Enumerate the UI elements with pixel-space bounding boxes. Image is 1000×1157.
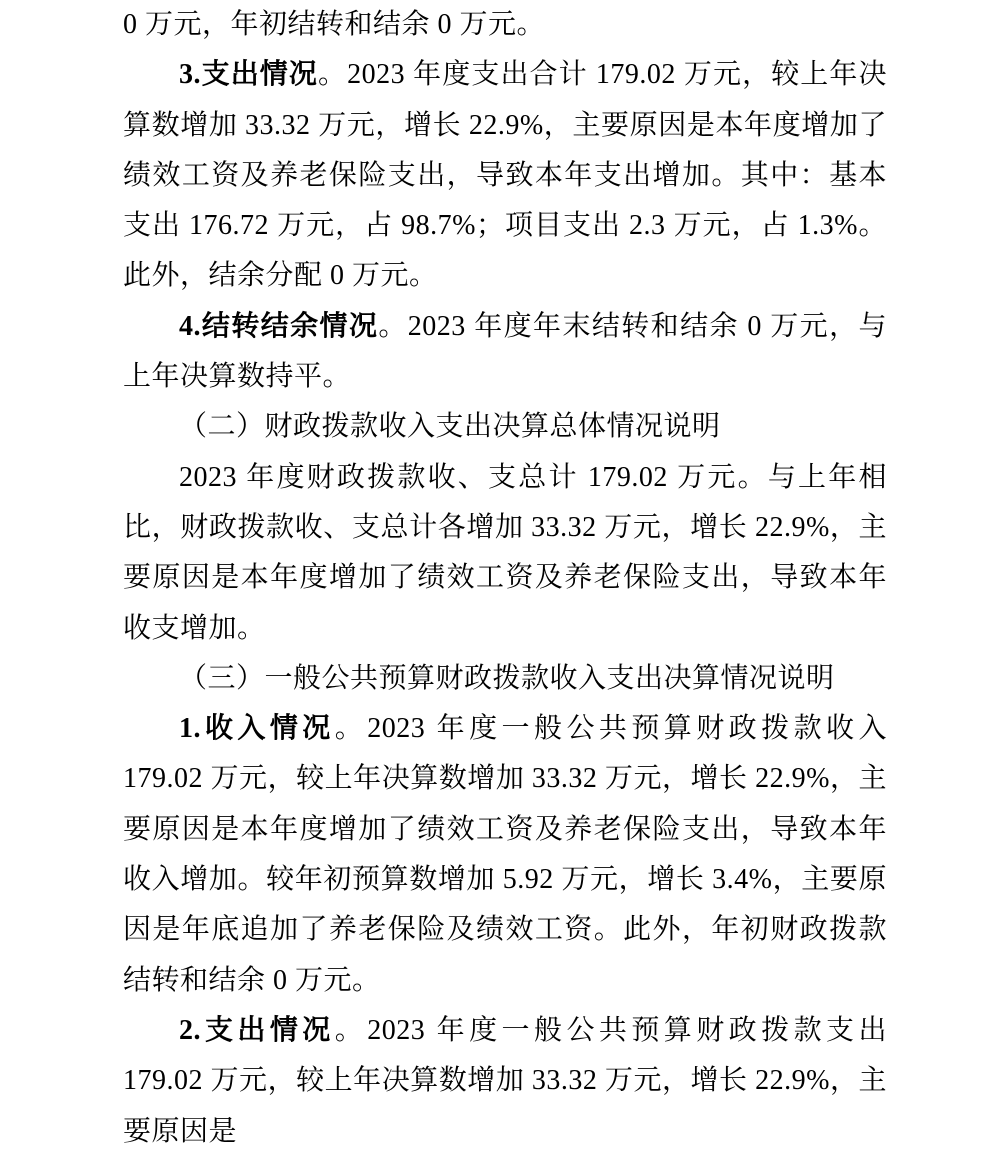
paragraph-text: 。2023 年度年末结转和结余 0 万元，与上年决算数持平。 bbox=[123, 310, 887, 393]
paragraph-fiscal-appropriation-total bbox=[123, 453, 887, 654]
heading-text: （二）财政拨款收入支出决算总体情况说明 bbox=[179, 411, 721, 443]
paragraph-continuation bbox=[123, 0, 887, 50]
paragraph-text: 。2023 年度一般公共预算财政拨款收入 179.02 万元，较上年决算数增加 33.32 万元，增长 22.9%，主要原因是本年度增加了绩效工资及养老保险支出，导致本年收入增加。较年初预算数增加 5.92 万元，增长 3.4%，主要原因是年底追加了养老保险及绩效工资。此外，年初财政拨款结转和结余 0 万元。 bbox=[123, 713, 887, 996]
paragraph-income-situation bbox=[123, 704, 887, 1006]
paragraph-lead: 4.结转结余情况 bbox=[179, 310, 379, 342]
paragraph-lead: 1.收入情况 bbox=[179, 713, 335, 745]
paragraph-lead: 2.支出情况 bbox=[179, 1014, 335, 1046]
paragraph-carryover-balance bbox=[123, 302, 887, 403]
heading-text: （三）一般公共预算财政拨款收入支出决算情况说明 bbox=[179, 662, 835, 694]
heading-general-public-budget bbox=[123, 654, 887, 704]
paragraph-text: 2023 年度财政拨款收、支总计 179.02 万元。与上年相比，财政拨款收、支总计各增加 33.32 万元，增长 22.9%，主要原因是本年度增加了绩效工资及养老保险支出，导致本年收支增加。 bbox=[123, 461, 887, 644]
paragraph-text: 。2023 年度一般公共预算财政拨款支出 179.02 万元，较上年决算数增加 33.32 万元，增长 22.9%，主要原因是 bbox=[123, 1014, 887, 1147]
paragraph-general-expenditure bbox=[123, 1006, 887, 1157]
paragraph-text: 0 万元，年初结转和结余 0 万元。 bbox=[123, 9, 546, 40]
heading-fiscal-appropriation-overview bbox=[123, 402, 887, 452]
paragraph-lead: 3.支出情况 bbox=[179, 59, 318, 91]
paragraph-expenditure-situation bbox=[123, 50, 887, 301]
paragraph-text: 。2023 年度支出合计 179.02 万元，较上年决算数增加 33.32 万元，增长 22.9%，主要原因是本年度增加了绩效工资及养老保险支出，导致本年支出增加。其中：基本支出 176.72 万元，占 98.7%；项目支出 2.3 万元，占 1.3%。此外，结余分配 0 万元。 bbox=[123, 59, 887, 292]
